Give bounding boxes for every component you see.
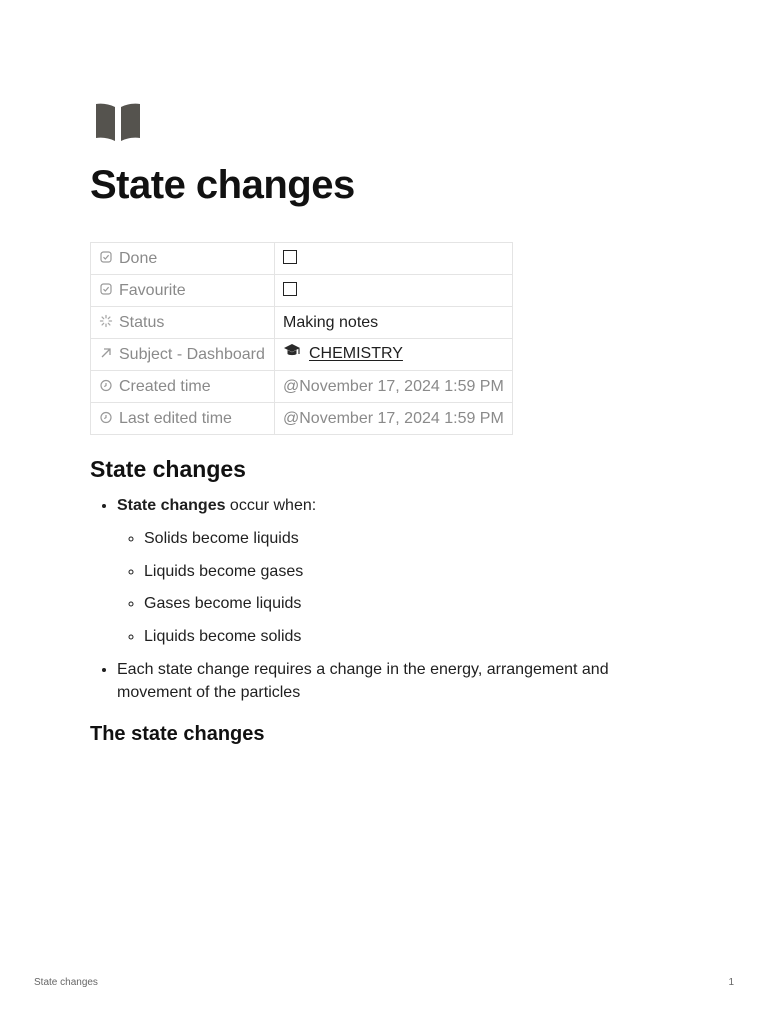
property-row-created-time bbox=[91, 371, 513, 403]
property-row-done bbox=[91, 243, 513, 275]
bullet-list bbox=[90, 494, 677, 713]
created-time-value: @November 17, 2024 1:59 PM bbox=[275, 371, 513, 403]
property-row-status bbox=[91, 307, 513, 339]
bold-term: State changes bbox=[117, 497, 226, 514]
subject-value[interactable] bbox=[275, 339, 513, 371]
property-value[interactable] bbox=[275, 275, 513, 307]
relation-arrow-icon bbox=[99, 346, 113, 360]
page-title: State changes bbox=[90, 163, 355, 207]
status-spinner-icon bbox=[99, 314, 113, 328]
properties-table bbox=[90, 242, 513, 435]
sub-heading: The state changes bbox=[90, 723, 265, 745]
property-key bbox=[91, 243, 275, 275]
sub-bullet-list bbox=[117, 527, 677, 648]
property-name-created-time: Created time bbox=[119, 377, 211, 395]
last-edited-time-value: @November 17, 2024 1:59 PM bbox=[275, 403, 513, 435]
list-item: ◦ Liquids become gases bbox=[144, 560, 677, 583]
footer-title: State changes bbox=[34, 977, 98, 988]
property-key bbox=[91, 275, 275, 307]
property-name-subject: Subject - Dashboard bbox=[119, 345, 265, 363]
list-item: ◦ Gases become liquids bbox=[144, 592, 677, 615]
property-key bbox=[91, 403, 275, 435]
clock-icon bbox=[99, 410, 113, 424]
list-item: • Each state change requires a change in the energy, arrangement and movement of the particles bbox=[117, 658, 677, 704]
property-row-favourite bbox=[91, 275, 513, 307]
clock-icon bbox=[99, 378, 113, 392]
open-book-icon bbox=[94, 102, 142, 142]
list-item-text: occur when: bbox=[225, 497, 317, 514]
done-checkbox[interactable] bbox=[283, 250, 297, 264]
property-name-status: Status bbox=[119, 313, 165, 331]
property-name-last-edited-time: Last edited time bbox=[119, 409, 232, 427]
property-value[interactable] bbox=[275, 243, 513, 275]
page-number: 1 bbox=[728, 977, 734, 988]
property-row-subject bbox=[91, 339, 513, 371]
list-item bbox=[117, 494, 677, 648]
status-value[interactable]: Making notes bbox=[275, 307, 513, 339]
property-key bbox=[91, 371, 275, 403]
property-name-favourite: Favourite bbox=[119, 281, 186, 299]
list-item: ◦ Solids become liquids bbox=[144, 527, 677, 550]
checkbox-property-icon bbox=[99, 250, 113, 264]
property-row-last-edited-time bbox=[91, 403, 513, 435]
list-item: ◦ Liquids become solids bbox=[144, 625, 677, 648]
property-name-done: Done bbox=[119, 249, 158, 267]
graduation-cap-icon bbox=[283, 342, 301, 363]
section-heading: State changes bbox=[90, 456, 246, 482]
checkbox-property-icon bbox=[99, 282, 113, 296]
property-key bbox=[91, 339, 275, 371]
subject-link[interactable]: CHEMISTRY bbox=[309, 345, 403, 363]
property-key bbox=[91, 307, 275, 339]
favourite-checkbox[interactable] bbox=[283, 282, 297, 296]
